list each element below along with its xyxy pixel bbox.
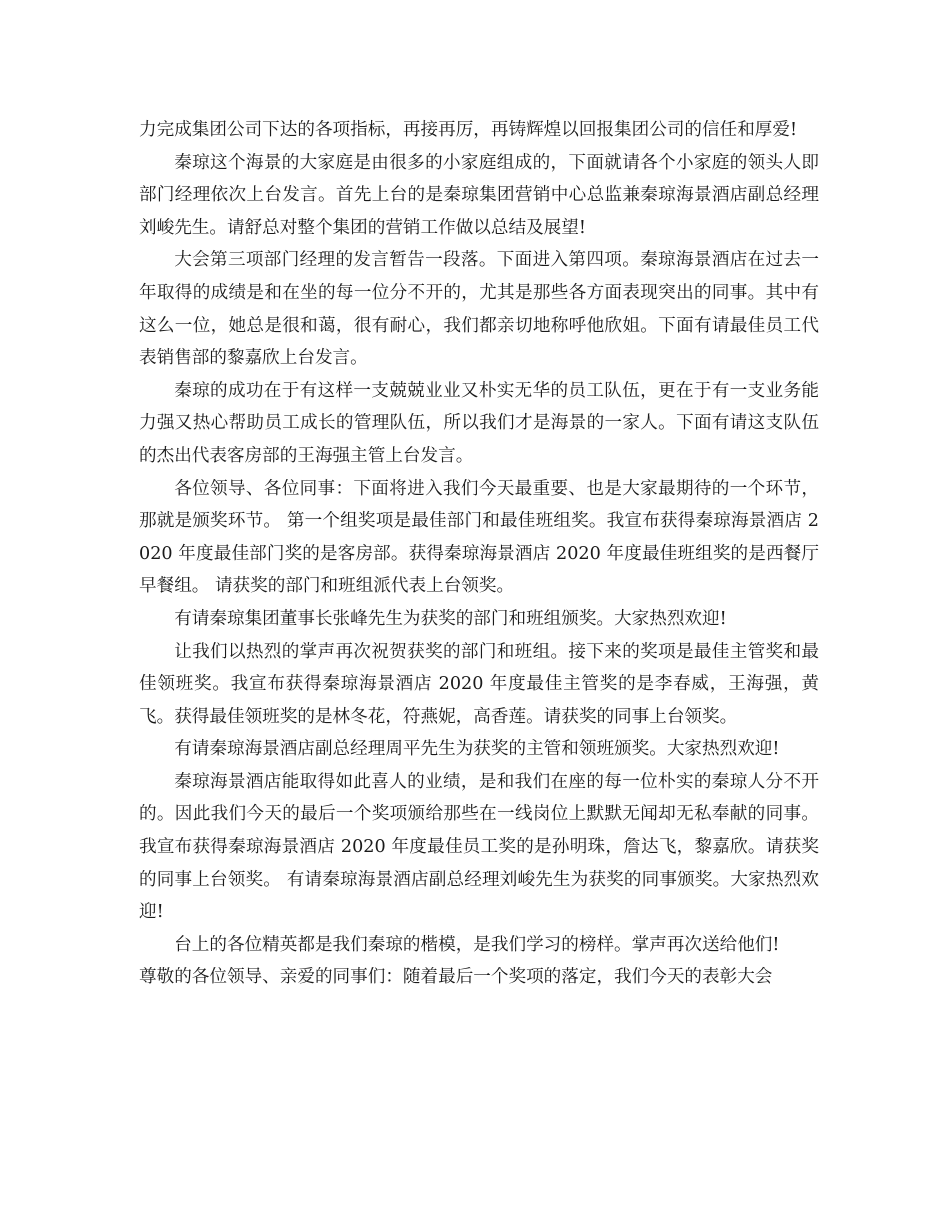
paragraph-department-speeches: 秦琼这个海景的大家庭是由很多的小家庭组成的，下面就请各个小家庭的领头人即部门经理依次上台发言。首先上台的是秦琼集团营销中心总监兼秦琼海景酒店副总经理刘峻先生。请舒总对整个集团的营销工作做以总结及展望! [139, 152, 819, 238]
paragraph-award-ceremony: 各位领导、各位同事：下面将进入我们今天最重要、也是大家最期待的一个环节，那就是颁奖环节。 第一个组奖项是最佳部门和最佳班组奖。我宣布获得秦琼海景酒店 2020 年度最佳部门奖的是客房部。获得秦琼海景酒店 2020 年度最佳班组奖的是西餐厅早餐组。 请获奖的部门和班组派代表上台领奖。 [139, 478, 819, 597]
paragraph-vice-manager-presents: 有请秦琼海景酒店副总经理周平先生为获奖的主管和领班颁奖。大家热烈欢迎! [174, 739, 780, 760]
paragraph-chairman-presents: 有请秦琼集团董事长张峰先生为获奖的部门和班组颁奖。大家热烈欢迎! [174, 608, 727, 629]
document-body [139, 114, 819, 994]
paragraph-closing: 尊敬的各位领导、亲爱的同事们：随着最后一个奖项的落定，我们今天的表彰大会 [139, 967, 773, 988]
paragraph-best-staff-award: 秦琼海景酒店能取得如此喜人的业绩，是和我们在座的每一位朴实的秦琼人分不开的。因此我们今天的最后一个奖项颁给那些在一线岗位上默默无闻却无私奉献的同事。我宣布获得秦琼海景酒店 2020 年度最佳员工奖的是孙明珠，詹达飞，黎嘉欣。请获奖的同事上台领奖。 有请秦琼海景酒店副总经理刘峻先生为获奖的同事颁奖。大家热烈欢迎! [139, 771, 819, 923]
paragraph-management-team: 秦琼的成功在于有这样一支兢兢业业又朴实无华的员工队伍，更在于有一支业务能力强又热心帮助员工成长的管理队伍，所以我们才是海景的一家人。下面有请这支队伍的杰出代表客房部的王海强主管上台发言。 [139, 380, 819, 466]
paragraph-supervisor-awards: 让我们以热烈的掌声再次祝贺获奖的部门和班组。接下来的奖项是最佳主管奖和最佳领班奖。我宣布获得秦琼海景酒店 2020 年度最佳主管奖的是李春威，王海强，黄飞。获得最佳领班奖的是林冬花，符燕妮，高香莲。请获奖的同事上台领奖。 [139, 641, 819, 727]
paragraph-best-employee-intro: 大会第三项部门经理的发言暂告一段落。下面进入第四项。秦琼海景酒店在过去一年取得的成绩是和在坐的每一位分不开的，尤其是那些各方面表现突出的同事。其中有这么一位，她总是很和蔼，很有耐心，我们都亲切地称呼他欣姐。下面有请最佳员工代表销售部的黎嘉欣上台发言。 [139, 250, 819, 369]
paragraph-role-models: 台上的各位精英都是我们秦琼的楷模，是我们学习的榜样。掌声再次送给他们! [174, 934, 780, 955]
paragraph-continued: 力完成集团公司下达的各项指标，再接再厉，再铸辉煌以回报集团公司的信任和厚爱! [139, 120, 798, 140]
